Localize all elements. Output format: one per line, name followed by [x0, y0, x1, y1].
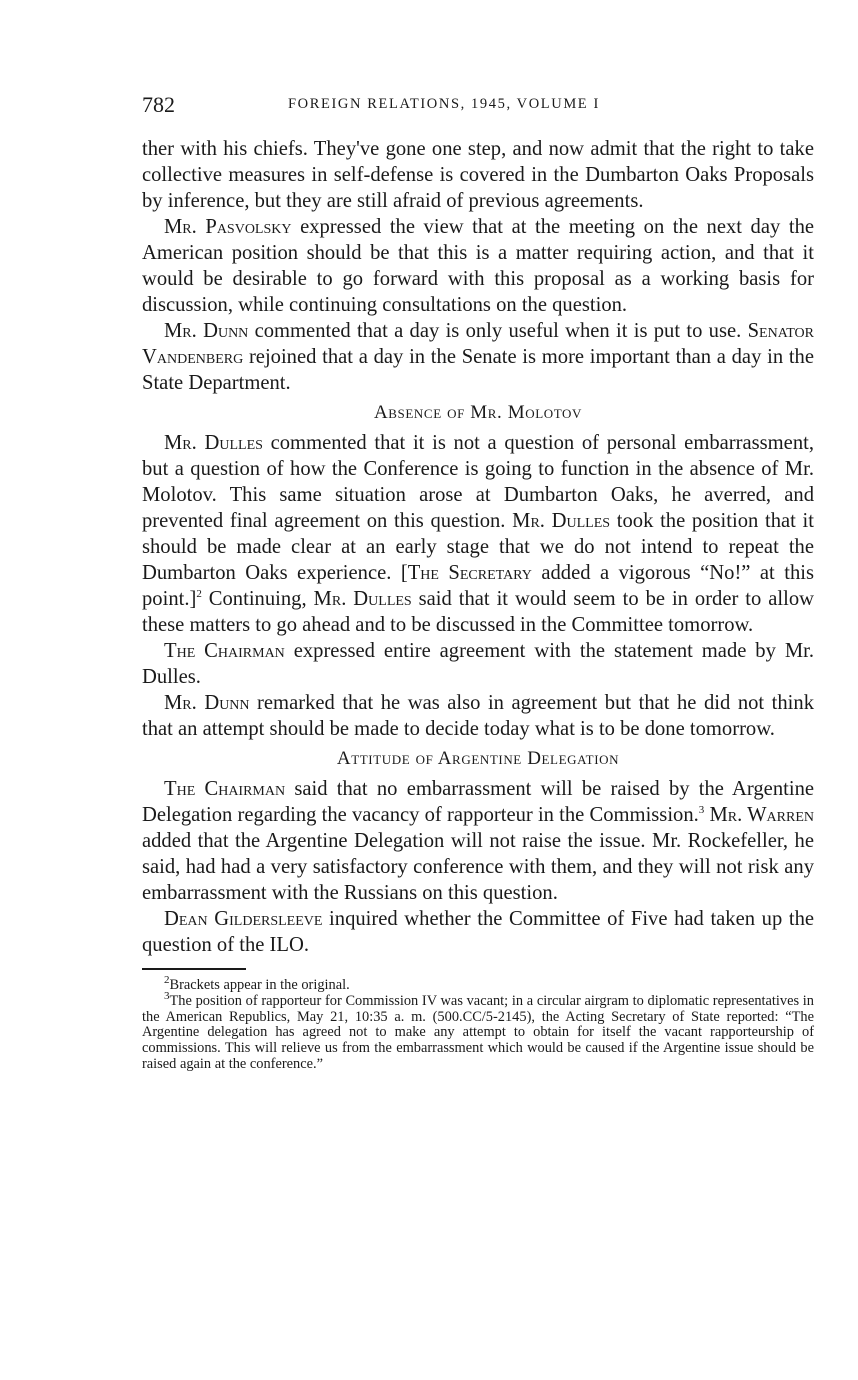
- body-text: [142, 136, 814, 958]
- speaker-name: Dean Gildersleeve: [164, 908, 323, 930]
- paragraph-text: Continuing,: [201, 588, 314, 610]
- section-heading: Absence of Mr. Molotov: [373, 402, 583, 423]
- paragraph-text: rejoined that a day in the Senate is more important than a day in the State Department.: [142, 346, 814, 394]
- footnote-ref[interactable]: 3: [698, 804, 705, 817]
- footnotes: [142, 974, 814, 1073]
- page-number: 782: [142, 92, 175, 117]
- speaker-name: The Secretary: [407, 562, 532, 584]
- section-heading: Attitude of Argentine Delegation: [336, 748, 620, 769]
- running-title: FOREIGN RELATIONS, 1945, VOLUME I: [288, 96, 600, 112]
- footnote-ref[interactable]: 2: [196, 588, 202, 601]
- footnote-text: Brackets appear in the original.: [169, 977, 350, 993]
- paragraph-text: took the position that it should be made clear at an early stage that we do not intend to repeat the Dumbarton Oaks experience. [: [142, 510, 814, 584]
- paragraph-text: expressed the view that at the meeting on the next day the American position should be that this is a matter requiring action, and that it would be desirable to go forward with this proposal as a working basis for discussion, while continuing consultations on the question.: [142, 216, 814, 316]
- speaker-name: The Chairman: [164, 640, 285, 662]
- speaker-name: Mr. Pasvolsky: [164, 216, 292, 238]
- footnote: [142, 974, 814, 994]
- paragraph-text: said that it would seem to be in order to allow these matters to go ahead and to be discussed in the Committee tomorrow.: [142, 588, 814, 636]
- speaker-name: Mr. Dulles: [164, 432, 263, 454]
- paragraph: [142, 136, 814, 214]
- footnote: [142, 990, 814, 1073]
- speaker-name: Mr. Dunn: [164, 320, 249, 342]
- paragraph-text: said that no embarrassment will be raised by the Argentine Delegation regarding the vacancy of rapporteur in the Commission.: [142, 778, 815, 826]
- paragraph: [142, 430, 814, 638]
- paragraph: [142, 214, 814, 318]
- paragraph-text: expressed entire agreement with the statement made by Mr. Dulles.: [142, 640, 814, 688]
- footnote-divider: [142, 968, 246, 970]
- paragraph: [142, 638, 814, 690]
- footnote-text: The position of rapporteur for Commission IV was vacant; in a circular airgram to diplomatic representatives in the American Republics, May 21, 10:35 a. m. (500.CC/5-2145), the Acting Secretary of State reported: “The Argentine delegation has agreed not to make any attempt to obtain for itself the vacant rapporteurship of commissions. This will relieve us from the embarrassment which would be caused if the Argentine issue should be raised again at the conference.”: [142, 992, 814, 1072]
- speaker-name: Mr. Dulles: [512, 510, 611, 532]
- paragraph-text: inquired whether the Committee of Five had taken up the question of the ILO.: [142, 908, 815, 956]
- paragraph: [142, 318, 814, 396]
- footnote-mark: 3: [164, 990, 170, 1002]
- paragraph: [142, 906, 814, 958]
- paragraph: [142, 690, 814, 742]
- paragraph-text: commented that a day is only useful when it is put to use.: [248, 320, 748, 342]
- paragraph: [142, 776, 814, 906]
- document-page: [142, 92, 814, 1073]
- speaker-name: Mr. Dunn: [164, 692, 250, 714]
- paragraph-text: remarked that he was also in agreement but that he did not think that an attempt should be made to decide today what is to be done tomorrow.: [142, 692, 814, 740]
- paragraph-text: commented that it is not a question of personal embarrassment, but a question of how the Conference is going to function in the absence of Mr. Molotov. This same situation arose at Dumbarton Oaks, he averred, and prevented final agreement on this question.: [142, 432, 814, 532]
- speaker-name: Mr. Dulles: [313, 588, 412, 610]
- page-header: [142, 92, 814, 122]
- paragraph-text: ther with his chiefs. They've gone one step, and now admit that the right to take collective measures in self-defense is covered in the Dumbarton Oaks Proposals by inference, but they are still afraid of previous agreements.: [142, 138, 814, 212]
- paragraph-text: added a vigorous “No!” at this point.]: [142, 562, 814, 610]
- speaker-name: The Chairman: [164, 778, 286, 800]
- speaker-name: Senator Vandenberg: [142, 320, 814, 368]
- footnote-mark: 2: [164, 974, 170, 987]
- speaker-name: Mr. Warren: [709, 804, 815, 826]
- paragraph-text: added that the Argentine Delegation will not raise the issue. Mr. Rockefeller, he said, had had a very satisfactory conference with them, and they will not risk any embarrassment with the Russians on this question.: [142, 830, 814, 904]
